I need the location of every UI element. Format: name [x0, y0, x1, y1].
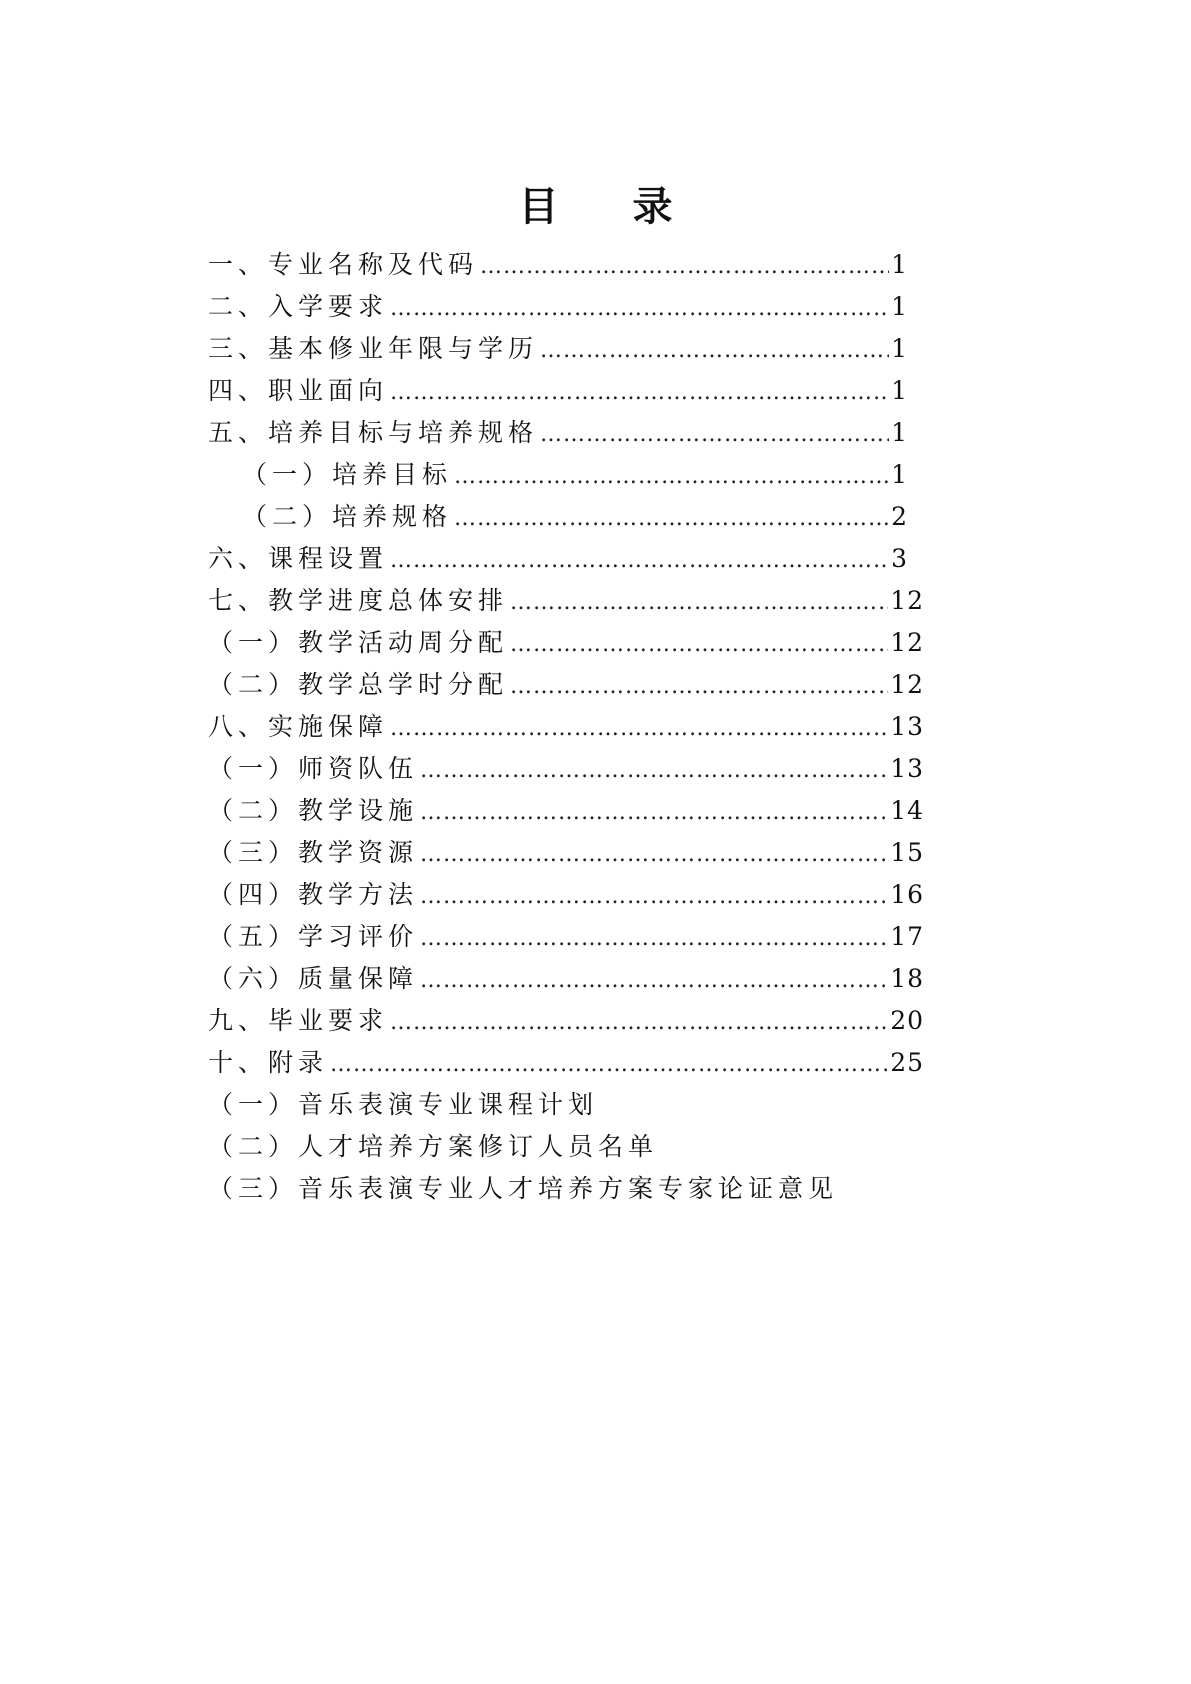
- toc-entry-label: 六、课程设置: [208, 544, 389, 573]
- toc-entry[interactable]: [208, 707, 924, 749]
- toc-subentry[interactable]: [208, 959, 924, 1001]
- toc-page-number: 16: [890, 880, 924, 909]
- toc-dot-leader: [540, 338, 889, 363]
- toc-dot-leader: [540, 422, 889, 447]
- toc-entry[interactable]: [208, 581, 924, 623]
- toc-dot-leader: [420, 968, 888, 993]
- toc-entry[interactable]: [208, 413, 908, 455]
- toc-entry-label: 九、毕业要求: [208, 1006, 389, 1035]
- toc-entry[interactable]: [208, 329, 908, 371]
- toc-page-number: 1: [891, 292, 908, 321]
- toc-entry-label: （一）培养目标: [242, 460, 453, 489]
- toc-dot-leader: [390, 296, 889, 321]
- toc-subentry[interactable]: [208, 875, 924, 917]
- toc-dot-leader: [420, 758, 888, 783]
- toc-dot-leader: [420, 884, 888, 909]
- toc-entry-label: （二）教学设施: [208, 796, 419, 825]
- toc-entry[interactable]: [208, 371, 908, 413]
- toc-entry-label: （三）音乐表演专业人才培养方案专家论证意见: [208, 1174, 839, 1203]
- toc-entry-label: 十、附录: [208, 1048, 329, 1077]
- toc-page-number: 1: [891, 334, 908, 363]
- toc-page-number: 13: [890, 754, 924, 783]
- toc-page-number: 1: [891, 418, 908, 447]
- toc-entry-label: （一）教学活动周分配: [208, 628, 509, 657]
- toc-entry-label: （六）质量保障: [208, 964, 419, 993]
- toc-entry-label: 三、基本修业年限与学历: [208, 334, 539, 363]
- toc-entry-label: （一）师资队伍: [208, 754, 419, 783]
- toc-page-number: 2: [891, 502, 908, 531]
- toc-page-number: 1: [891, 460, 908, 489]
- toc-dot-leader: [420, 800, 888, 825]
- toc-dot-leader: [510, 674, 888, 699]
- toc-page-number: 18: [890, 964, 924, 993]
- toc-dot-leader: [390, 716, 888, 741]
- toc-page-number: 3: [891, 544, 908, 573]
- toc-entry-label: （三）教学资源: [208, 838, 419, 867]
- toc-entry-label: 七、教学进度总体安排: [208, 586, 509, 615]
- toc-page-number: 13: [890, 712, 924, 741]
- toc-list: [208, 245, 924, 1211]
- toc-entry-label: （四）教学方法: [208, 880, 419, 909]
- toc-dot-leader: [390, 380, 889, 405]
- toc-entry-label: 八、实施保障: [208, 712, 389, 741]
- toc-page-number: 12: [890, 670, 924, 699]
- toc-entry-label: 五、培养目标与培养规格: [208, 418, 539, 447]
- toc-subentry[interactable]: [208, 749, 924, 791]
- toc-dot-leader: [454, 464, 889, 489]
- toc-entry[interactable]: [208, 287, 908, 329]
- toc-entry[interactable]: [208, 1043, 924, 1085]
- toc-dot-leader: [510, 632, 888, 657]
- toc-entry-label: 四、职业面向: [208, 376, 389, 405]
- toc-page-number: 15: [890, 838, 924, 867]
- toc-subentry[interactable]: [208, 623, 924, 665]
- toc-page-number: 12: [890, 628, 924, 657]
- toc-entry[interactable]: [208, 245, 908, 287]
- toc-dot-leader: [454, 506, 889, 531]
- toc-page-number: 1: [891, 376, 908, 405]
- toc-page-number: 12: [890, 586, 924, 615]
- toc-entry-label: （二）人才培养方案修订人员名单: [208, 1132, 659, 1161]
- toc-appendix-item[interactable]: [208, 1169, 924, 1211]
- page-title: 目 录: [518, 183, 703, 230]
- toc-dot-leader: [330, 1052, 888, 1077]
- toc-dot-leader: [420, 842, 888, 867]
- toc-subentry[interactable]: [208, 917, 924, 959]
- toc-entry-label: （二）教学总学时分配: [208, 670, 509, 699]
- toc-entry-label: （二）培养规格: [242, 502, 453, 531]
- toc-subentry[interactable]: [208, 791, 924, 833]
- toc-entry-label: 一、专业名称及代码: [208, 250, 479, 279]
- toc-entry-label: 二、入学要求: [208, 292, 389, 321]
- toc-page-number: 20: [890, 1006, 924, 1035]
- toc-subentry[interactable]: [242, 455, 908, 497]
- toc-appendix-item[interactable]: [208, 1127, 924, 1169]
- toc-subentry[interactable]: [208, 833, 924, 875]
- toc-entry-label: （一）音乐表演专业课程计划: [208, 1090, 599, 1119]
- toc-page-number: 17: [890, 922, 924, 951]
- toc-dot-leader: [390, 548, 889, 573]
- toc-entry[interactable]: [208, 1001, 924, 1043]
- toc-appendix-item[interactable]: [208, 1085, 924, 1127]
- toc-subentry[interactable]: [208, 665, 924, 707]
- toc-subentry[interactable]: [242, 497, 908, 539]
- toc-page-number: 1: [891, 250, 908, 279]
- toc-dot-leader: [480, 254, 889, 279]
- toc-page-number: 25: [890, 1048, 924, 1077]
- toc-dot-leader: [420, 926, 888, 951]
- toc-entry[interactable]: [208, 539, 908, 581]
- toc-dot-leader: [390, 1010, 888, 1035]
- toc-dot-leader: [510, 590, 888, 615]
- toc-page-number: 14: [890, 796, 924, 825]
- toc-entry-label: （五）学习评价: [208, 922, 419, 951]
